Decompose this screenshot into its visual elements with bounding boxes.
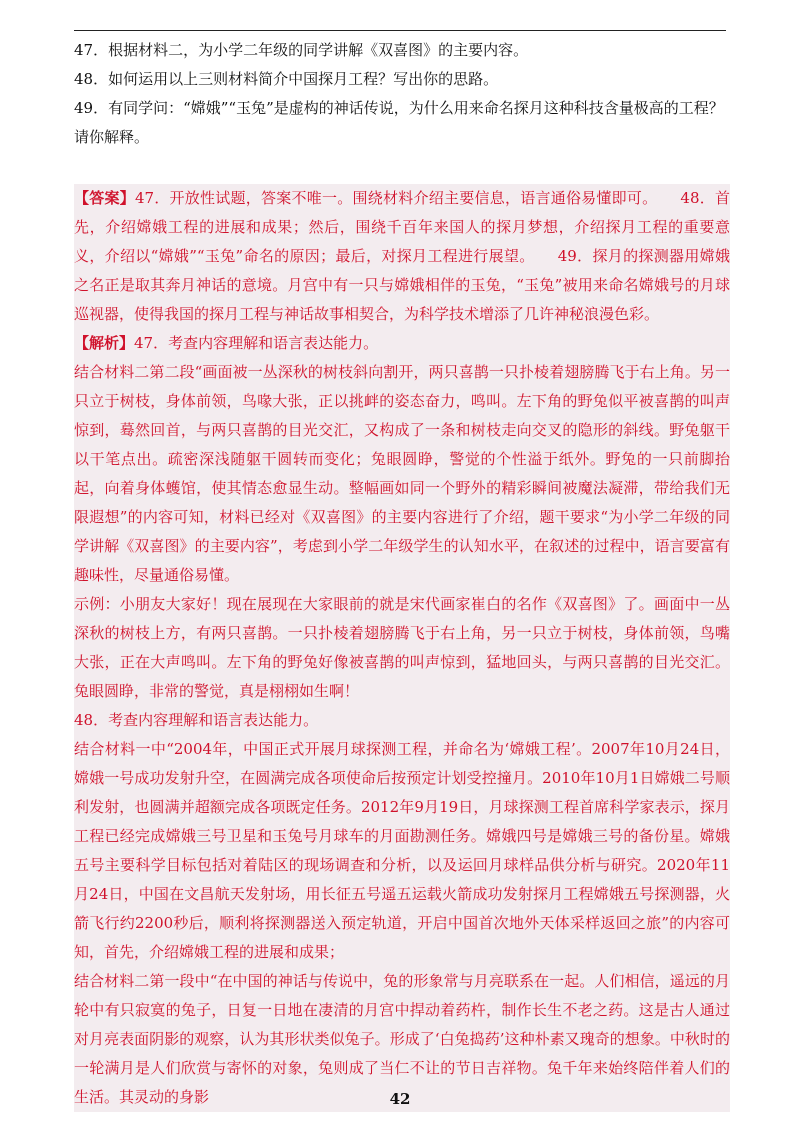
question-48: 48．如何运用以上三则材料简介中国探月工程？写出你的思路。: [74, 70, 499, 88]
analysis-tag: 【解析】: [74, 334, 135, 352]
analysis-48-paragraph-b: 结合材料二第一段中“在中国的神话与传说中，兔的形象常与月亮联系在一起。人们相信，遥远的月轮中有只寂寞的兔子，日复一日地在凄清的月宫中捍动着药杵，制作长生不老之药。这是古人通过对月亮表面阴影的观察，认为其形状类似兔子。形成了‘白兔捣药’这种朴素又瑰奇的想象。中秋时的一轮满月是人们欣赏与寄怀的对象，兔则成了当仁不让的节日吉祥物。兔千年来始终陪伴着人们的生活。其灵动的身影: [74, 972, 730, 1106]
top-rule: [74, 30, 726, 31]
analysis-47-title: 47．考查内容理解和语言表达能力。: [134, 334, 379, 352]
answer-text: 47．开放性试题，答案不唯一。围绕材料介绍主要信息，语言通俗易懂即可。 48．首先，介绍嫦娥工程的进展和成果；然后，围绕千百年来国人的探月梦想，介绍探月工程的重要意义，介绍以“嫦娥”“玉兔”命名的原因；最后，对探月工程进行展望。 49．探月的探测器用嫦娥之名正是取其奔月神话的意境。月宫中有一只与嫦娥相伴的玉兔，“玉兔”被用来命名嫦娥号的月球巡视器，使得我国的探月工程与神话故事相契合，为科学技术增添了几许神秘浪漫色彩。: [74, 189, 730, 323]
analysis-47-paragraph: 结合材料二第二段“画面被一丛深秋的树枝斜向割开，两只喜鹊一只扑棱着翅膀腾飞于右上角。另一只立于树枝，身体前领，鸟喙大张，正以挑衅的姿态奋力，鸣叫。左下角的野兔似平被喜鹊的叫声惊到，蓦然回首，与两只喜鹊的目光交汇，又构成了一条和树枝走向交叉的隐形的斜线。野兔躯干以干笔点出。疏密深浅随躯干圆转而变化；兔眼圆睁，警觉的个性溢于纸外。野兔的一只前脚抬起，向着身体蠖馆，使其情态愈显生动。整幅画如同一个野外的精彩瞬间被魔法凝滞，带给我们无限遐想”的内容可知，材料已经对《双喜图》的主要内容进行了介绍，题干要求“为小学二年级的同学讲解《双喜图》的主要内容”，考虑到小学二年级学生的认知水平，在叙述的过程中，语言要富有趣味性，尽量通俗易懂。: [74, 363, 730, 584]
analysis-47-example: 示例：小朋友大家好！现在展现在大家眼前的就是宋代画家崔白的名作《双喜图》了。画面中一丛深秋的树枝上方，有两只喜鹊。一只扑棱着翅膀腾飞于右上角，另一只立于树枝，身体前领，鸟嘴大张，正在大声鸣叫。左下角的野兔好像被喜鹊的叫声惊到，猛地回头，与两只喜鹊的目光交汇。兔眼圆睁，非常的警觉，真是栩栩如生啊！: [74, 595, 730, 700]
questions-section: [74, 36, 730, 152]
answer-paragraph: [74, 184, 730, 329]
analysis-48-paragraph-a: 结合材料一中“2004年，中国正式开展月球探测工程，并命名为‘嫦娥工程’。2007年10月24日，嫦娥一号成功发射升空，在圆满完成各项使命后按预定计划受控撞月。2010年10月1日嫦娥二号顺利发射，也圆满并超额完成各项既定任务。2012年9月19日，月球探测工程首席科学家表示，探月工程已经完成嫦娥三号卫星和玉兔号月球车的月面勘测任务。嫦娥四号是嫦娥三号的备份星。嫦娥五号主要科学目标包括对着陆区的现场调查和分析，以及运回月球样品供分析与研究。2020年11月24日，中国在文昌航天发射场，用长征五号遥五运载火箭成功发射探月工程嫦娥五号探测器，火箭飞行约2200秒后，顺利将探测器送入预定轨道，开启中国首次地外天体采样返回之旅”的内容可知，首先，介绍嫦娥工程的进展和成果；: [74, 740, 730, 961]
question-47: 47．根据材料二，为小学二年级的同学讲解《双喜图》的主要内容。: [74, 41, 529, 59]
page-number: 42: [389, 1090, 411, 1108]
analysis-heading-47: [74, 329, 730, 358]
answer-tag: 【答案】: [74, 189, 135, 207]
answer-analysis-block: [74, 184, 730, 1112]
question-49: 49．有同学问：“嫦娥”“玉兔”是虚构的神话传说，为什么用来命名探月这种科技含量极高的工程？请你解释。: [74, 99, 724, 146]
analysis-heading-48: 48．考查内容理解和语言表达能力。: [74, 711, 319, 729]
